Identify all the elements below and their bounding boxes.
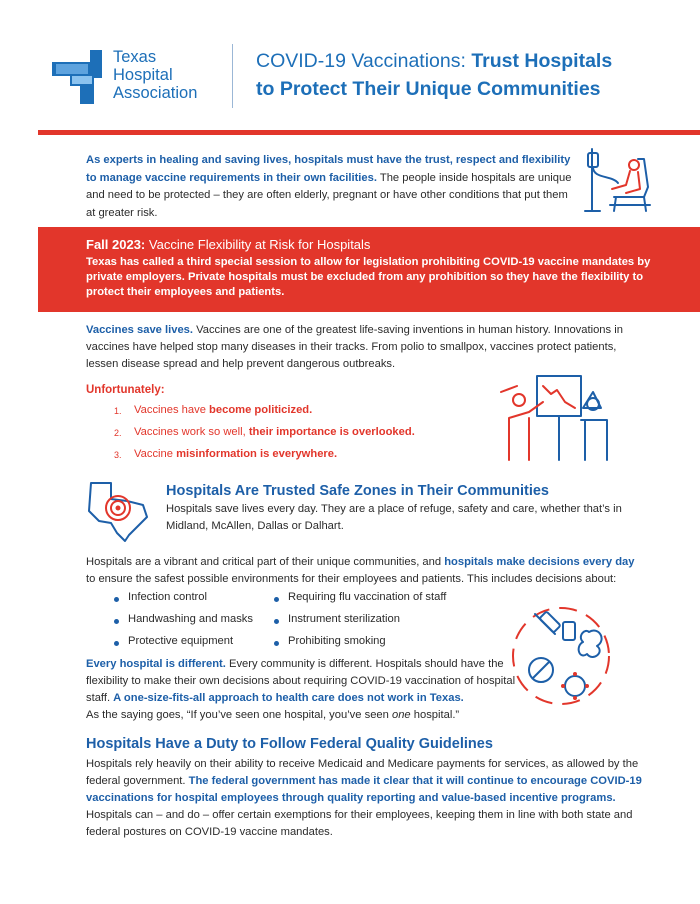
header [0, 0, 700, 130]
safe-zones-heading: Hospitals Are Trusted Safe Zones in Their Communities [166, 483, 549, 499]
page-title: COVID-19 Vaccinations: Trust Hospitals to Protect Their Unique Communities [256, 50, 613, 100]
safe-zones-paragraph: Hospitals save lives every day. They are a place of refuge, safety and care, whether that’s in Midland, McAllen, Dallas or Dalhart. [166, 503, 622, 532]
banner-body: Texas has called a third special session to allow for legislation prohibiting COVID-19 vaccine mandates by private employers. Private hospitals must be excluded from any prohibition so they have the flexibility to protect their employees and patients. [86, 256, 651, 298]
texas-target-icon [85, 475, 153, 543]
intro-paragraph: As experts in healing and saving lives, hospitals must have the trust, respect and flexibility to manage vaccine requirements in their own facilities. The people inside hospitals are unique and need to be protected – they are often elderly, pregnant or have other conditions that put them at greater risk. [86, 154, 572, 219]
unfortunately-label: Unfortunately: [86, 384, 165, 396]
alert-banner [38, 227, 700, 312]
header-divider [232, 44, 233, 108]
header-red-rule [38, 130, 700, 135]
vaccination-chair-icon [582, 145, 658, 215]
federal-heading: Hospitals Have a Duty to Follow Federal Quality Guidelines [86, 736, 493, 752]
banner-title: Fall 2023: Vaccine Flexibility at Risk for Hospitals [86, 237, 371, 252]
tha-logo-mark [50, 48, 108, 106]
hospital-decisions-cycle-icon [505, 600, 617, 712]
vaccines-paragraph: Vaccines save lives. Vaccines are one of the greatest life-saving inventions in human history. Innovations in vaccines have helped stop many diseases in their tracks. From polio to smallpox, vaccines protect patients, lessen disease spread and help prevent dangerous outbreaks. [86, 324, 623, 370]
logo-wordmark: Texas Hospital Association [113, 48, 198, 102]
every-hospital-paragraph: Every hospital is different. Every community is different. Hospitals should have the flexibility to make their own decisions about requiring COVID-19 vaccination of hospital staff. A one-size-fits-all approach to health care does not work in Texas. As the saying goes, “If you’ve seen one hospital, you’ve seen one hospital.” [86, 658, 516, 721]
federal-paragraph: Hospitals rely heavily on their ability to receive Medicaid and Medicare payments for services, as allowed by the federal government. The federal government has made it clear that it will continue to encourage COVID-19 vaccinations for hospital employees through quality reporting and value-based incentive programs. Hospitals can – and do – offer certain exemptions for their employees, keeping them in line with both state and federal postures on COVID-19 vaccine mandates. [86, 758, 642, 838]
decisions-paragraph: Hospitals are a vibrant and critical part of their unique communities, and hospitals make decisions every day to ensure the safest possible environments for their employees and patients. This includes decisions about: [86, 556, 635, 585]
presentation-icon [497, 372, 615, 464]
